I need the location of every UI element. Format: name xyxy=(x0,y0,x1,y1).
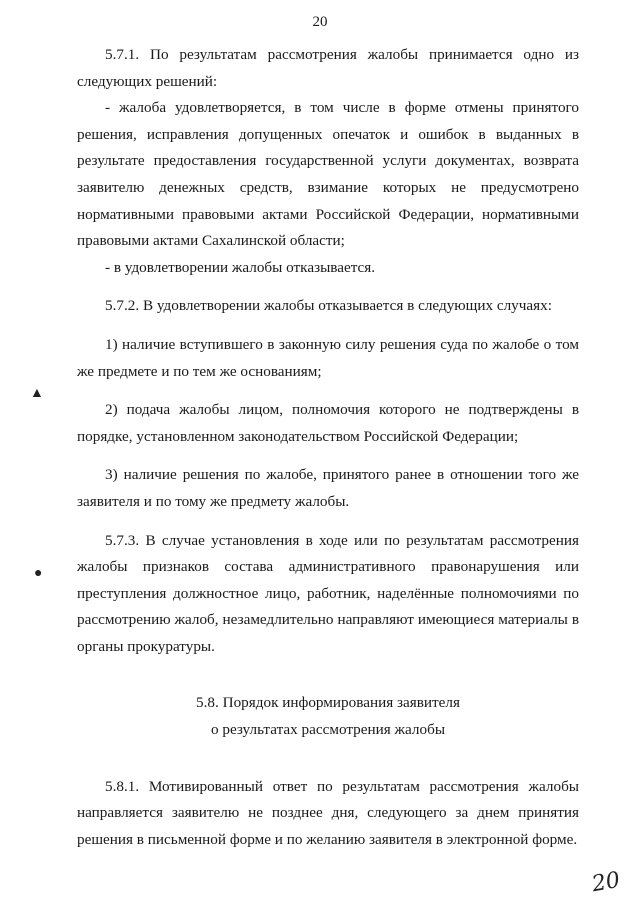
scan-mark: ▲ xyxy=(30,386,44,401)
list-item-unconfirmed-authority: 2) подача жалобы лицом, полномочия которого не подтверждены в порядке, установленном законодательством Российской Федерации; xyxy=(77,401,579,445)
scan-mark: ● xyxy=(34,566,43,581)
section-heading-line-1: 5.8. Порядок информирования заявителя xyxy=(196,694,460,712)
list-item-complaint-satisfied: - жалоба удовлетворяется, в том числе в форме отмены принятого решения, исправления допущенных опечаток и ошибок в выданных в результате предоставления государственной услуги документах, возврата заявителю денежных средств, взимание которых не предусмотрено нормативными правовыми актами Российской Федерации, нормативными правовыми актами Сахалинской области; xyxy=(77,99,579,250)
handwritten-page-number: 20 xyxy=(590,867,622,898)
page-number: 20 xyxy=(312,14,328,30)
paragraph-5-7-2: 5.7.2. В удовлетворении жалобы отказывается в следующих случаях: xyxy=(105,297,552,315)
list-item-court-decision: 1) наличие вступившего в законную силу решения суда по жалобе о том же предмете и по тем же основаниям; xyxy=(77,335,579,380)
list-item-prior-decision: 3) наличие решения по жалобе, принятого ранее в отношении того же заявителя и по тому же предмету жалобы. xyxy=(77,466,579,510)
paragraph-5-7-1: 5.7.1. По результатам рассмотрения жалобы принимается одно из следующих решений: xyxy=(77,46,579,90)
section-heading xyxy=(77,690,579,743)
section-heading-line-2: о результатах рассмотрения жалобы xyxy=(210,721,446,739)
list-item-complaint-refused: - в удовлетворении жалобы отказывается. xyxy=(105,258,376,276)
paragraph-5-7-3: 5.7.3. В случае установления в ходе или по результатам рассмотрения жалобы признаков состава административного правонарушения или преступления должностное лицо, работник, наделённые полномочиями по рассмотрению жалоб, незамедлительно направляют имеющиеся материалы в органы прокуратуры. xyxy=(77,531,579,655)
paragraph-5-8-1: 5.8.1. Мотивированный ответ по результатам рассмотрения жалобы направляется заявителю не позднее дня, следующего за днем принятия решения в письменной форме и по желанию заявителя в электронной форме. xyxy=(77,777,579,848)
document-body xyxy=(77,42,579,853)
